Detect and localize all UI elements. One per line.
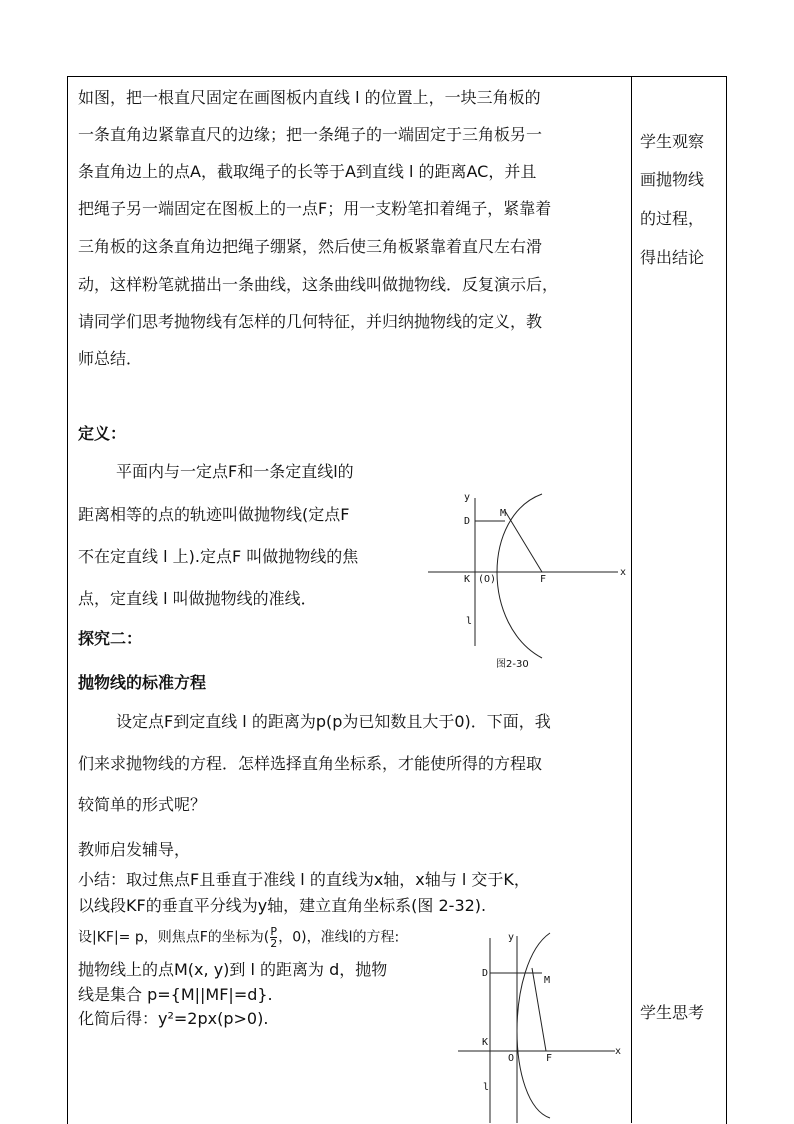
side-note: 得出结论	[640, 248, 705, 267]
intro-line: 三角板的这条直角边把绳子绷紧，然后使三角板紧靠着直尺左右滑	[78, 237, 543, 256]
definition-heading: 定义：	[78, 424, 127, 443]
point-line: 线是集合 p={M||MF|=d}.	[78, 985, 273, 1004]
side-note: 画抛物线	[640, 170, 705, 189]
fig2-label-m: M	[544, 975, 551, 986]
definition-line: 平面内与一定点F和一条定直线l的	[116, 462, 354, 481]
intro-line: 如图，把一根直尺固定在画图板内直线 l 的位置上，一块三角板的	[78, 88, 541, 107]
kf-fraction	[270, 926, 277, 949]
explore-heading: 探究二：	[78, 629, 143, 648]
teacher-guide: 教师启发辅导，	[78, 840, 191, 859]
fig1-label-y: y	[464, 492, 471, 503]
definition-line: 距离相等的点的轨迹叫做抛物线(定点F	[78, 505, 350, 524]
intro-line: 一条直角边紧靠直尺的边缘；把一条绳子的一端固定于三角板另一	[78, 125, 543, 144]
fig1-label-f: F	[540, 574, 547, 585]
kf-line	[78, 926, 399, 949]
standard-equation-heading: 抛物线的标准方程	[78, 673, 207, 692]
kf-text-b: ，0)，准线l的方程:	[278, 929, 400, 946]
fig2-label-f: F	[546, 1053, 553, 1064]
fig2-label-y: y	[508, 932, 515, 943]
summary-line: 小结：取过焦点F且垂直于准线 l 的直线为x轴，x轴与 l 交于K，	[78, 870, 530, 889]
std-line: 们来求抛物线的方程．怎样选择直角坐标系，才能使所得的方程取	[78, 754, 543, 773]
side-note: 学生思考	[640, 1003, 705, 1022]
std-line: 设定点F到定直线 l 的距离为p(p为已知数且大于0)．下面，我	[116, 712, 551, 731]
definition-line: 不在定直线 l 上).定点F 叫做抛物线的焦	[78, 547, 359, 566]
fig2-label-o: O	[508, 1053, 515, 1064]
summary-line: 以线段KF的垂直平分线为y轴，建立直角坐标系(图 2-32).	[78, 896, 487, 915]
fig1-label-k: K	[464, 574, 471, 585]
intro-line: 动，这样粉笔就描出一条曲线，这条曲线叫做抛物线．反复演示后，	[78, 275, 559, 294]
std-line: 较简单的形式呢？	[78, 795, 207, 814]
point-line: 化简后得：y²=2px(p>0).	[78, 1009, 269, 1028]
intro-line: 请同学们思考抛物线有怎样的几何特征，并归纳抛物线的定义，教	[78, 312, 543, 331]
fig1-label-d: D	[464, 516, 471, 527]
intro-line: 师总结．	[78, 349, 143, 368]
intro-line: 条直角边上的点A，截取绳子的长等于A到直线 l 的距离AC，并且	[78, 162, 537, 181]
kf-fraction-num: P	[270, 925, 278, 938]
parabola-figure-2	[450, 928, 630, 1123]
column-divider	[631, 76, 632, 1123]
fig2-label-k: K	[482, 1037, 489, 1048]
fig1-label-o: (O)	[478, 574, 497, 585]
fig2-label-l: l	[483, 1082, 490, 1093]
definition-line: 点，定直线 l 叫做抛物线的准线．	[78, 589, 317, 608]
side-note: 的过程，	[640, 209, 705, 228]
fig2-label-x: x	[615, 1046, 622, 1057]
point-line: 抛物线上的点M(x, y)到 l 的距离为 d，抛物	[78, 960, 388, 979]
fig1-label-l: l	[466, 616, 473, 627]
intro-line: 把绳子另一端固定在图板上的一点F；用一支粉笔扣着绳子，紧靠着	[78, 199, 552, 218]
fig1-caption: 图2-30	[496, 659, 529, 670]
fig1-label-m: M	[500, 508, 507, 519]
fig2-label-d: D	[482, 968, 489, 979]
kf-text-a: 设|KF|= p，则焦点F的坐标为(	[78, 929, 270, 946]
side-note: 学生观察	[640, 132, 705, 151]
kf-fraction-den: 2	[270, 937, 278, 950]
fig2-parabola-curve	[517, 933, 553, 1118]
parabola-figure-1	[420, 486, 630, 671]
fig1-label-x: x	[620, 567, 627, 578]
